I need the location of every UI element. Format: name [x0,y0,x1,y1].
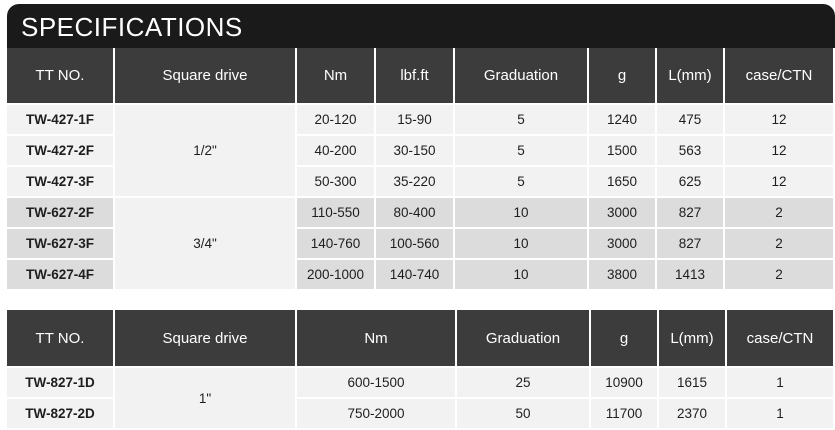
model-cell: TW-427-3F [7,165,115,196]
case-ctn-cell: 12 [725,134,833,165]
graduation-cell: 5 [455,165,589,196]
model-cell: TW-427-2F [7,134,115,165]
header-length: L(mm) [659,310,727,366]
table-row [7,196,833,227]
nm-cell: 110-550 [297,196,376,227]
weight-cell: 10900 [591,366,659,397]
case-ctn-cell: 2 [725,258,833,289]
lbf-ft-cell: 140-740 [376,258,455,289]
header-case-ctn: case/CTN [727,310,833,366]
case-ctn-cell: 12 [725,165,833,196]
lbf-ft-cell: 80-400 [376,196,455,227]
header-tt-no: TT NO. [7,48,115,103]
header-square-drive: Square drive [115,310,297,366]
nm-cell: 20-120 [297,103,376,134]
header-nm: Nm [297,48,376,103]
graduation-cell: 50 [457,397,591,428]
case-ctn-cell: 2 [725,227,833,258]
nm-cell: 750-2000 [297,397,457,428]
weight-cell: 1650 [589,165,657,196]
weight-cell: 1240 [589,103,657,134]
nm-cell: 40-200 [297,134,376,165]
nm-cell: 200-1000 [297,258,376,289]
graduation-cell: 5 [455,134,589,165]
graduation-cell: 25 [457,366,591,397]
weight-cell: 11700 [591,397,659,428]
header-graduation: Graduation [457,310,591,366]
specifications-table-1 [7,48,833,289]
length-cell: 2370 [659,397,727,428]
weight-cell: 3800 [589,258,657,289]
model-cell: TW-627-4F [7,258,115,289]
case-ctn-cell: 1 [727,397,833,428]
lbf-ft-cell: 35-220 [376,165,455,196]
length-cell: 475 [657,103,725,134]
weight-cell: 3000 [589,196,657,227]
nm-cell: 600-1500 [297,366,457,397]
header-case-ctn: case/CTN [725,48,833,103]
header-graduation: Graduation [455,48,589,103]
header-tt-no: TT NO. [7,310,115,366]
specifications-table-2 [7,310,833,428]
case-ctn-cell: 12 [725,103,833,134]
square-drive-cell: 1" [115,366,297,428]
length-cell: 1413 [657,258,725,289]
weight-cell: 3000 [589,227,657,258]
header-length: L(mm) [657,48,725,103]
square-drive-cell: 1/2" [115,103,297,196]
graduation-cell: 10 [455,196,589,227]
square-drive-cell: 3/4" [115,196,297,289]
graduation-cell: 5 [455,103,589,134]
length-cell: 625 [657,165,725,196]
model-cell: TW-827-2D [7,397,115,428]
weight-cell: 1500 [589,134,657,165]
header-lbf-ft: lbf.ft [376,48,455,103]
lbf-ft-cell: 30-150 [376,134,455,165]
nm-cell: 140-760 [297,227,376,258]
table-row [7,103,833,134]
length-cell: 1615 [659,366,727,397]
model-cell: TW-427-1F [7,103,115,134]
length-cell: 827 [657,227,725,258]
specifications-title: SPECIFICATIONS [21,12,243,42]
header-g: g [589,48,657,103]
graduation-cell: 10 [455,258,589,289]
header-g: g [591,310,659,366]
length-cell: 827 [657,196,725,227]
model-cell: TW-627-2F [7,196,115,227]
header-nm: Nm [297,310,457,366]
model-cell: TW-627-3F [7,227,115,258]
case-ctn-cell: 1 [727,366,833,397]
table-row [7,366,833,397]
specifications-title-bar [7,4,835,48]
length-cell: 563 [657,134,725,165]
model-cell: TW-827-1D [7,366,115,397]
table-header-row [7,48,833,103]
nm-cell: 50-300 [297,165,376,196]
lbf-ft-cell: 15-90 [376,103,455,134]
case-ctn-cell: 2 [725,196,833,227]
graduation-cell: 10 [455,227,589,258]
table-header-row [7,310,833,366]
lbf-ft-cell: 100-560 [376,227,455,258]
header-square-drive: Square drive [115,48,297,103]
